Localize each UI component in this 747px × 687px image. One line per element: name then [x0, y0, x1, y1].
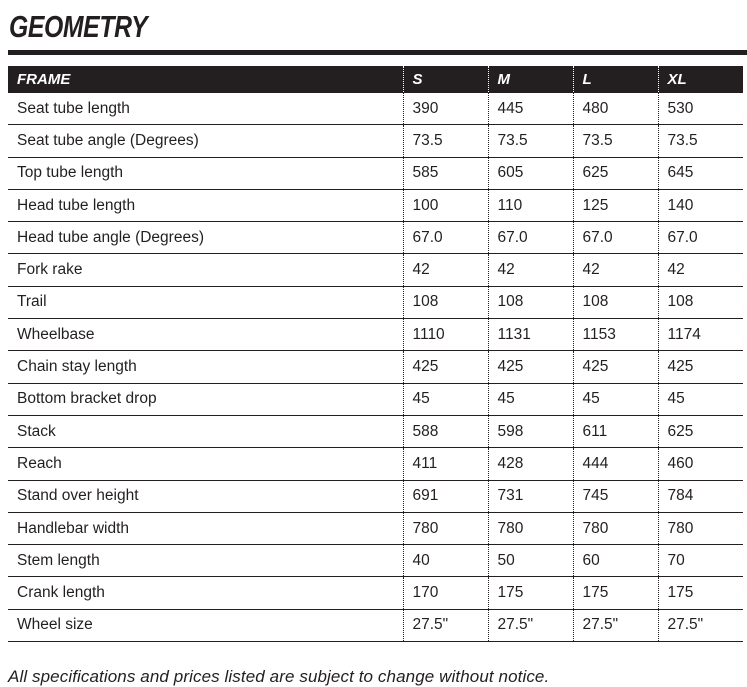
- row-label: Wheel size: [8, 609, 403, 641]
- row-value: 67.0: [488, 222, 573, 254]
- row-value: 125: [573, 189, 658, 221]
- row-value: 780: [658, 512, 743, 544]
- table-row: [8, 93, 743, 125]
- footer-note: All specifications and prices listed are subject to change without notice.: [8, 667, 550, 687]
- table-row: [8, 125, 743, 157]
- row-value: 67.0: [573, 222, 658, 254]
- row-value: 745: [573, 480, 658, 512]
- row-value: 530: [658, 93, 743, 125]
- row-value: 42: [658, 254, 743, 286]
- row-value: 45: [573, 383, 658, 415]
- row-value: 445: [488, 93, 573, 125]
- row-value: 480: [573, 93, 658, 125]
- row-value: 45: [403, 383, 488, 415]
- row-label: Reach: [8, 448, 403, 480]
- row-value: 60: [573, 545, 658, 577]
- header-size-l: L: [573, 66, 658, 93]
- row-value: 27.5": [488, 609, 573, 641]
- row-value: 42: [488, 254, 573, 286]
- table-row: [8, 577, 743, 609]
- row-value: 425: [658, 351, 743, 383]
- row-value: 691: [403, 480, 488, 512]
- row-value: 784: [658, 480, 743, 512]
- table-row: [8, 480, 743, 512]
- row-value: 625: [573, 157, 658, 189]
- page-title: GEOMETRY: [9, 9, 148, 44]
- table-row: [8, 157, 743, 189]
- table-row: [8, 254, 743, 286]
- row-value: 67.0: [658, 222, 743, 254]
- table-row: [8, 383, 743, 415]
- table-row: [8, 415, 743, 447]
- row-value: 50: [488, 545, 573, 577]
- title-rule: [8, 50, 747, 55]
- row-value: 460: [658, 448, 743, 480]
- row-value: 108: [488, 286, 573, 318]
- row-value: 42: [573, 254, 658, 286]
- header-size-xl: XL: [658, 66, 743, 93]
- row-value: 428: [488, 448, 573, 480]
- geometry-table: [8, 66, 743, 642]
- row-value: 625: [658, 415, 743, 447]
- table-row: [8, 222, 743, 254]
- row-value: 73.5: [488, 125, 573, 157]
- row-label: Crank length: [8, 577, 403, 609]
- row-label: Fork rake: [8, 254, 403, 286]
- row-value: 45: [658, 383, 743, 415]
- row-label: Stem length: [8, 545, 403, 577]
- header-frame: FRAME: [8, 66, 403, 93]
- row-value: 585: [403, 157, 488, 189]
- table-row: [8, 189, 743, 221]
- table-row: [8, 609, 743, 641]
- row-value: 108: [403, 286, 488, 318]
- table-row: [8, 319, 743, 351]
- row-value: 588: [403, 415, 488, 447]
- row-value: 108: [658, 286, 743, 318]
- row-value: 425: [573, 351, 658, 383]
- row-value: 780: [573, 512, 658, 544]
- row-value: 73.5: [658, 125, 743, 157]
- row-label: Head tube angle (Degrees): [8, 222, 403, 254]
- row-label: Seat tube angle (Degrees): [8, 125, 403, 157]
- row-value: 45: [488, 383, 573, 415]
- row-value: 27.5": [573, 609, 658, 641]
- row-value: 611: [573, 415, 658, 447]
- row-label: Seat tube length: [8, 93, 403, 125]
- row-label: Head tube length: [8, 189, 403, 221]
- row-value: 70: [658, 545, 743, 577]
- row-value: 780: [488, 512, 573, 544]
- row-value: 175: [658, 577, 743, 609]
- geometry-table-body: [8, 93, 743, 642]
- table-row: [8, 351, 743, 383]
- row-label: Top tube length: [8, 157, 403, 189]
- row-value: 1174: [658, 319, 743, 351]
- row-value: 731: [488, 480, 573, 512]
- row-value: 598: [488, 415, 573, 447]
- row-value: 73.5: [573, 125, 658, 157]
- row-label: Trail: [8, 286, 403, 318]
- row-value: 170: [403, 577, 488, 609]
- row-value: 645: [658, 157, 743, 189]
- row-label: Stack: [8, 415, 403, 447]
- row-value: 425: [488, 351, 573, 383]
- row-value: 100: [403, 189, 488, 221]
- row-value: 40: [403, 545, 488, 577]
- header-size-s: S: [403, 66, 488, 93]
- row-value: 1110: [403, 319, 488, 351]
- row-label: Stand over height: [8, 480, 403, 512]
- row-value: 780: [403, 512, 488, 544]
- row-value: 1131: [488, 319, 573, 351]
- row-value: 140: [658, 189, 743, 221]
- row-value: 110: [488, 189, 573, 221]
- row-value: 27.5": [658, 609, 743, 641]
- table-row: [8, 448, 743, 480]
- table-row: [8, 286, 743, 318]
- row-label: Chain stay length: [8, 351, 403, 383]
- table-row: [8, 545, 743, 577]
- row-value: 605: [488, 157, 573, 189]
- row-value: 175: [488, 577, 573, 609]
- row-value: 444: [573, 448, 658, 480]
- row-label: Handlebar width: [8, 512, 403, 544]
- row-value: 390: [403, 93, 488, 125]
- header-size-m: M: [488, 66, 573, 93]
- row-value: 1153: [573, 319, 658, 351]
- geometry-table-header: [8, 66, 743, 93]
- row-value: 411: [403, 448, 488, 480]
- row-value: 67.0: [403, 222, 488, 254]
- row-value: 108: [573, 286, 658, 318]
- header-row: [8, 66, 743, 93]
- row-value: 425: [403, 351, 488, 383]
- row-value: 73.5: [403, 125, 488, 157]
- row-label: Wheelbase: [8, 319, 403, 351]
- row-value: 42: [403, 254, 488, 286]
- row-value: 27.5": [403, 609, 488, 641]
- table-row: [8, 512, 743, 544]
- row-value: 175: [573, 577, 658, 609]
- row-label: Bottom bracket drop: [8, 383, 403, 415]
